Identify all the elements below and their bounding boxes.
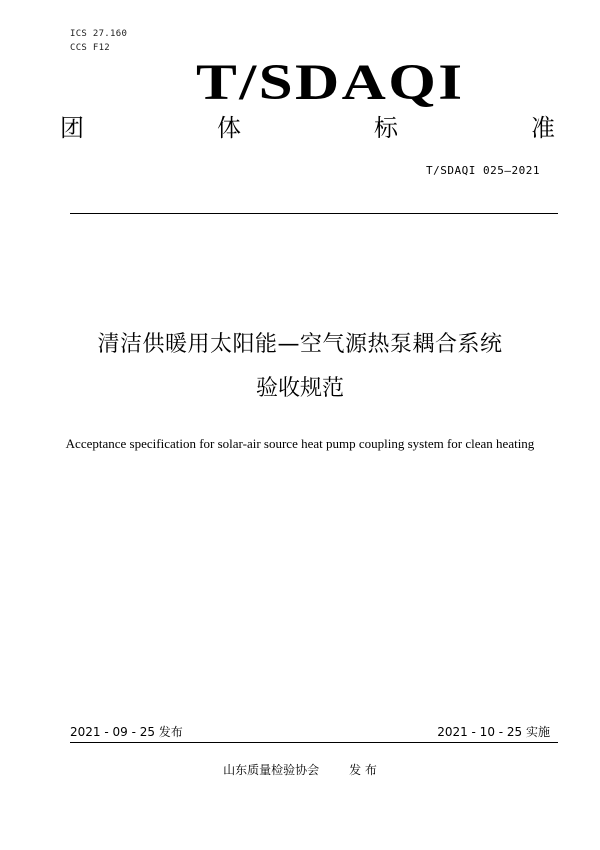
- standard-type-char: 标: [374, 114, 398, 142]
- publisher-name: 山东质量检验协会: [223, 763, 320, 777]
- top-divider: [70, 213, 558, 214]
- standard-type-char: 准: [531, 114, 555, 142]
- standard-type-char: 团: [60, 114, 84, 142]
- title-cn-line2: 验收规范: [255, 376, 344, 401]
- standard-logo: T/SDAQI: [196, 55, 465, 111]
- publisher-line: [0, 761, 600, 778]
- standard-type: [60, 116, 555, 140]
- publish-date: 2021 - 09 - 25 发布: [70, 725, 183, 739]
- standard-type-char: 体: [217, 114, 241, 142]
- title-en: Acceptance specification for solar-air source heat pump coupling system for clean heating: [65, 436, 535, 451]
- publisher-action: 发 布: [349, 763, 377, 777]
- bottom-divider: [70, 742, 558, 743]
- standard-number: T/SDAQI 025—2021: [426, 164, 540, 177]
- implement-date: 2021 - 10 - 25 实施: [437, 725, 550, 739]
- title-cn-line1: 清洁供暖用太阳能—空气源热泵耦合系统: [97, 332, 503, 357]
- ccs-code: CCS F12: [70, 43, 111, 53]
- ics-code: ICS 27.160: [70, 29, 128, 39]
